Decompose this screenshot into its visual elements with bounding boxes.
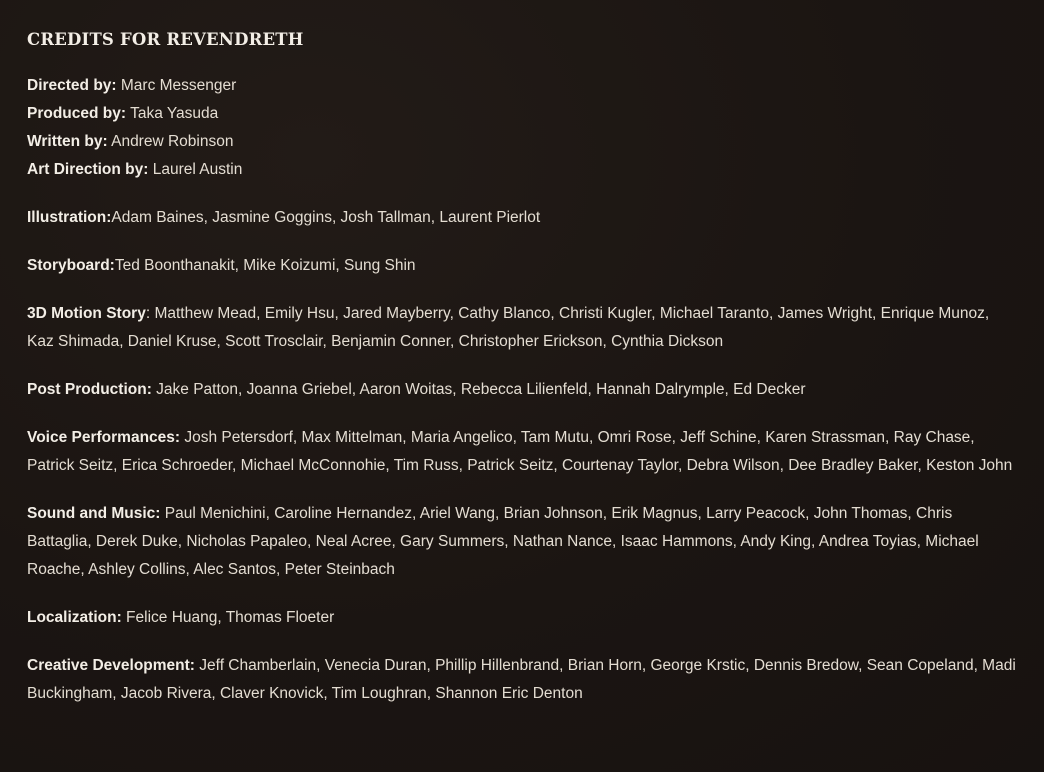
spacer — [27, 356, 1017, 376]
credit-role: 3D Motion Story — [27, 305, 146, 322]
credit-names: Josh Petersdorf, Max Mittelman, Maria Angelico, Tam Mutu, Omri Rose, Jeff Schine, Karen Strassman, Ray Chase, Patrick Seitz, Erica Schroeder, Michael McConnohie, Tim Russ, Patrick Seitz, Courtenay Taylor, Debra Wilson, Dee Bradley Baker, Keston John — [27, 429, 1013, 474]
credit-art-direction — [27, 156, 1017, 184]
credit-storyboard — [27, 252, 1017, 280]
credit-names: Adam Baines, Jasmine Goggins, Josh Tallman, Laurent Pierlot — [111, 209, 541, 226]
credit-produced-by — [27, 100, 1017, 128]
credit-role: Directed by: — [27, 77, 117, 94]
credit-role: Illustration: — [27, 209, 112, 226]
spacer — [27, 184, 1017, 204]
credit-post-production — [27, 376, 1017, 404]
spacer — [27, 632, 1017, 652]
spacer — [27, 232, 1017, 252]
spacer — [27, 480, 1017, 500]
credit-role: Localization: — [27, 609, 122, 626]
page-title: CREDITS FOR REVENDRETH — [27, 30, 304, 49]
credit-role: Written by: — [27, 133, 108, 150]
credit-names: Jake Patton, Joanna Griebel, Aaron Woitas, Rebecca Lilienfeld, Hannah Dalrymple, Ed Decker — [151, 381, 806, 398]
spacer — [27, 584, 1017, 604]
credit-names: Marc Messenger — [116, 77, 237, 94]
credits-section — [27, 27, 1017, 708]
credit-role: Voice Performances: — [27, 429, 181, 446]
credit-names: Jeff Chamberlain, Venecia Duran, Phillip Hillenbrand, Brian Horn, George Krstic, Dennis Bredow, Sean Copeland, Madi Buckingham, Jacob Rivera, Claver Knovick, Tim Loughran, Shannon Eric Denton — [27, 657, 1016, 702]
credit-role: Post Production: — [27, 381, 152, 398]
spacer — [27, 404, 1017, 424]
credit-directed-by — [27, 72, 1017, 100]
credit-names: Andrew Robinson — [107, 133, 234, 150]
credit-role: Storyboard: — [27, 257, 115, 274]
credit-role: Produced by: — [27, 105, 127, 122]
credit-names: Laurel Austin — [148, 161, 243, 178]
credit-names: Felice Huang, Thomas Floeter — [121, 609, 335, 626]
spacer — [27, 280, 1017, 300]
credit-role: Creative Development: — [27, 657, 195, 674]
credit-names: : Matthew Mead, Emily Hsu, Jared Mayberry, Cathy Blanco, Christi Kugler, Michael Taranto, James Wright, Enrique Munoz, Kaz Shimada, Daniel Kruse, Scott Trosclair, Benjamin Conner, Christopher Erickson, Cynthia Dickson — [27, 305, 990, 350]
credit-names: Ted Boonthanakit, Mike Koizumi, Sung Shin — [114, 257, 416, 274]
credit-voice-performances — [27, 424, 1017, 480]
credit-role: Art Direction by: — [27, 161, 149, 178]
credit-role: Sound and Music: — [27, 505, 161, 522]
credit-localization — [27, 604, 1017, 632]
credit-creative-development — [27, 652, 1017, 708]
credit-3d-motion-story — [27, 300, 1017, 356]
credit-written-by — [27, 128, 1017, 156]
credit-names: Taka Yasuda — [126, 105, 219, 122]
credit-names: Paul Menichini, Caroline Hernandez, Ariel Wang, Brian Johnson, Erik Magnus, Larry Peacock, John Thomas, Chris Battaglia, Derek Duke, Nicholas Papaleo, Neal Acree, Gary Summers, Nathan Nance, Isaac Hammons, Andy King, Andrea Toyias, Michael Roache, Ashley Collins, Alec Santos, Peter Steinbach — [27, 505, 979, 578]
credit-sound-and-music — [27, 500, 1017, 584]
credit-illustration — [27, 204, 1017, 232]
